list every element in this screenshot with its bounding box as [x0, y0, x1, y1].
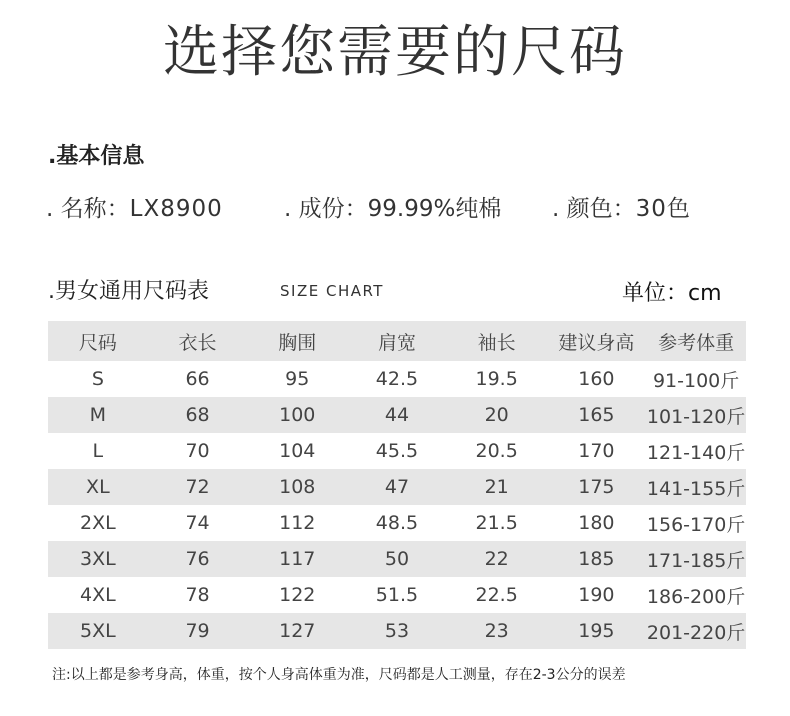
size-table [48, 321, 746, 649]
cell-weight: 121-140斤 [646, 441, 746, 464]
table-row [48, 613, 746, 649]
cell-size: S [91, 368, 104, 390]
cell-chest: 100 [247, 397, 347, 433]
cell-length: 66 [185, 368, 210, 390]
cell-chest: 112 [279, 512, 316, 534]
cell-height: 190 [578, 584, 615, 606]
footnote: 注:以上都是参考身高，体重，按个人身高体重为准，尺码都是人工测量，存在2-3公分的误差 [52, 667, 626, 683]
header-size: 尺码 [48, 321, 148, 361]
table-row [48, 577, 746, 613]
page-title: 选择您需要的尺码 [163, 20, 627, 85]
table-row [48, 469, 746, 505]
cell-length: 72 [148, 469, 248, 505]
table-row [48, 397, 746, 433]
cell-chest: 95 [285, 368, 310, 390]
cell-weight: 101-120斤 [646, 397, 746, 433]
cell-height: 165 [547, 397, 647, 433]
cell-length: 79 [148, 613, 248, 649]
cell-shoulder: 51.5 [375, 584, 419, 606]
color-label: . 颜色： [552, 196, 636, 222]
cell-sleeve: 20.5 [475, 440, 518, 462]
cell-size: M [48, 397, 148, 433]
material-value: 99.99%纯棉 [367, 196, 502, 222]
color-value: 30色 [635, 196, 691, 222]
cell-length: 74 [185, 512, 210, 534]
cell-sleeve: 21 [447, 469, 547, 505]
table-row [48, 361, 746, 397]
table-row [48, 505, 746, 541]
material-label: . 成份： [284, 196, 368, 222]
cell-shoulder: 47 [347, 469, 447, 505]
name-value: LX8900 [129, 196, 223, 222]
cell-height: 170 [578, 440, 615, 462]
cell-length: 68 [148, 397, 248, 433]
cell-sleeve: 23 [447, 613, 547, 649]
header-sleeve: 袖长 [447, 321, 547, 361]
cell-size: 3XL [48, 541, 148, 577]
cell-weight: 186-200斤 [646, 585, 746, 608]
size-chart-subheading: SIZE CHART [280, 282, 384, 300]
color-info [552, 190, 691, 223]
table-row [48, 541, 746, 577]
cell-length: 78 [185, 584, 210, 606]
cell-length: 70 [185, 440, 210, 462]
table-header-row [48, 321, 746, 361]
header-height: 建议身高 [547, 321, 647, 361]
cell-weight: 91-100斤 [652, 369, 740, 392]
name-label: . 名称： [46, 196, 130, 222]
header-length: 衣长 [148, 321, 248, 361]
cell-size: XL [48, 469, 148, 505]
cell-sleeve: 21.5 [475, 512, 518, 534]
unit-label: 单位：cm [622, 281, 722, 306]
cell-chest: 104 [279, 440, 316, 462]
cell-shoulder: 53 [347, 613, 447, 649]
cell-weight: 201-220斤 [646, 613, 746, 649]
cell-size: 4XL [80, 584, 116, 606]
table-row [48, 433, 746, 469]
cell-size: L [92, 440, 104, 462]
cell-chest: 117 [247, 541, 347, 577]
cell-shoulder: 48.5 [375, 512, 419, 534]
cell-shoulder: 45.5 [375, 440, 419, 462]
name-info [46, 190, 223, 223]
cell-size: 2XL [80, 512, 116, 534]
cell-height: 160 [578, 368, 615, 390]
size-chart-heading: .男女通用尺码表 [48, 279, 209, 304]
cell-sleeve: 22.5 [475, 584, 518, 606]
cell-height: 175 [547, 469, 647, 505]
cell-height: 185 [547, 541, 647, 577]
cell-size: 5XL [48, 613, 148, 649]
header-shoulder: 肩宽 [347, 321, 447, 361]
cell-sleeve: 19.5 [475, 368, 518, 390]
cell-length: 76 [148, 541, 248, 577]
basic-info-heading: .基本信息 [48, 144, 145, 169]
material-info [284, 190, 501, 223]
cell-shoulder: 44 [347, 397, 447, 433]
cell-sleeve: 22 [447, 541, 547, 577]
cell-weight: 156-170斤 [646, 513, 746, 536]
cell-chest: 127 [247, 613, 347, 649]
cell-weight: 171-185斤 [646, 541, 746, 577]
header-weight: 参考体重 [646, 321, 746, 361]
cell-shoulder: 50 [347, 541, 447, 577]
cell-shoulder: 42.5 [375, 368, 419, 390]
cell-weight: 141-155斤 [646, 469, 746, 505]
cell-chest: 122 [279, 584, 316, 606]
cell-sleeve: 20 [447, 397, 547, 433]
cell-chest: 108 [247, 469, 347, 505]
header-chest: 胸围 [247, 321, 347, 361]
cell-height: 180 [578, 512, 615, 534]
cell-height: 195 [547, 613, 647, 649]
